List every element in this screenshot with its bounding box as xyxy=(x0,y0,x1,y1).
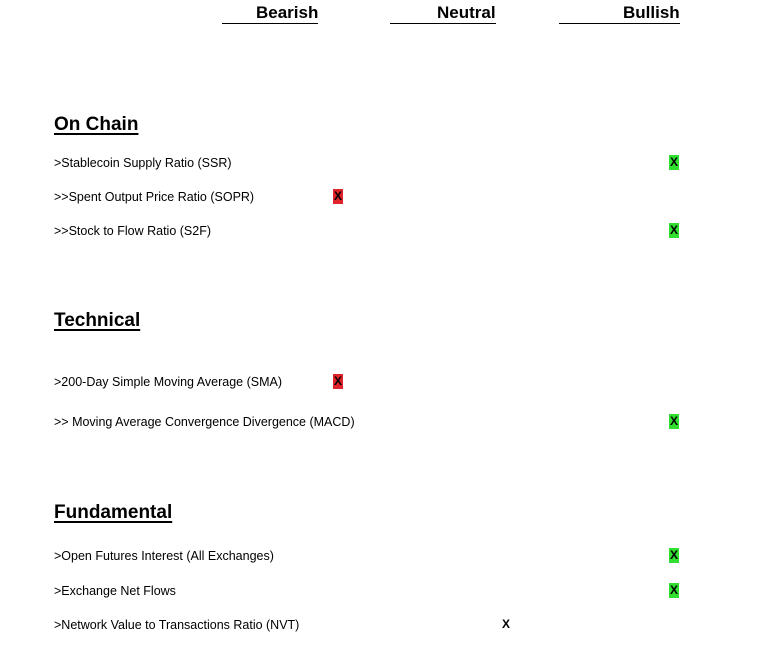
section-title-technical: Technical xyxy=(54,310,141,331)
indicator-label: >Stablecoin Supply Ratio (SSR) xyxy=(54,156,232,170)
header-underline-rule xyxy=(559,6,623,24)
rating-mark-neutral: X xyxy=(502,617,511,631)
section-title-fundamental: Fundamental xyxy=(54,502,173,523)
indicator-row xyxy=(0,188,768,206)
indicator-row xyxy=(0,413,768,431)
header-underline-rule xyxy=(390,6,437,24)
rating-mark-bearish: X xyxy=(334,374,343,388)
indicator-label: >Open Futures Interest (All Exchanges) xyxy=(54,549,274,563)
rating-mark-bearish: X xyxy=(334,189,343,203)
indicator-label: >> Moving Average Convergence Divergence (MACD) xyxy=(54,415,355,429)
header-label-bullish: Bullish xyxy=(623,3,680,22)
indicator-row xyxy=(0,582,768,600)
indicator-label: >>Stock to Flow Ratio (S2F) xyxy=(54,224,212,238)
indicator-label: >200-Day Simple Moving Average (SMA) xyxy=(54,375,282,389)
header-label-neutral: Neutral xyxy=(437,3,496,22)
header-underline-rule xyxy=(222,6,256,24)
indicator-row xyxy=(0,547,768,565)
column-header-bullish xyxy=(559,3,680,24)
header-label-bearish: Bearish xyxy=(256,3,319,22)
rating-mark-bullish: X xyxy=(670,548,679,562)
column-header-bearish xyxy=(222,3,318,24)
rating-mark-bullish: X xyxy=(670,414,679,428)
column-header-neutral xyxy=(390,3,496,24)
indicator-label: >>Spent Output Price Ratio (SOPR) xyxy=(54,190,255,204)
indicator-row xyxy=(0,616,768,634)
section-title-on-chain: On Chain xyxy=(54,114,139,135)
indicator-label: >Network Value to Transactions Ratio (NVT) xyxy=(54,618,300,632)
rating-mark-bullish: X xyxy=(670,583,679,597)
rating-mark-bullish: X xyxy=(670,155,679,169)
indicator-row xyxy=(0,154,768,172)
rating-mark-bullish: X xyxy=(670,223,679,237)
indicator-row xyxy=(0,373,768,391)
indicator-row xyxy=(0,222,768,240)
indicator-label: >Exchange Net Flows xyxy=(54,584,176,598)
